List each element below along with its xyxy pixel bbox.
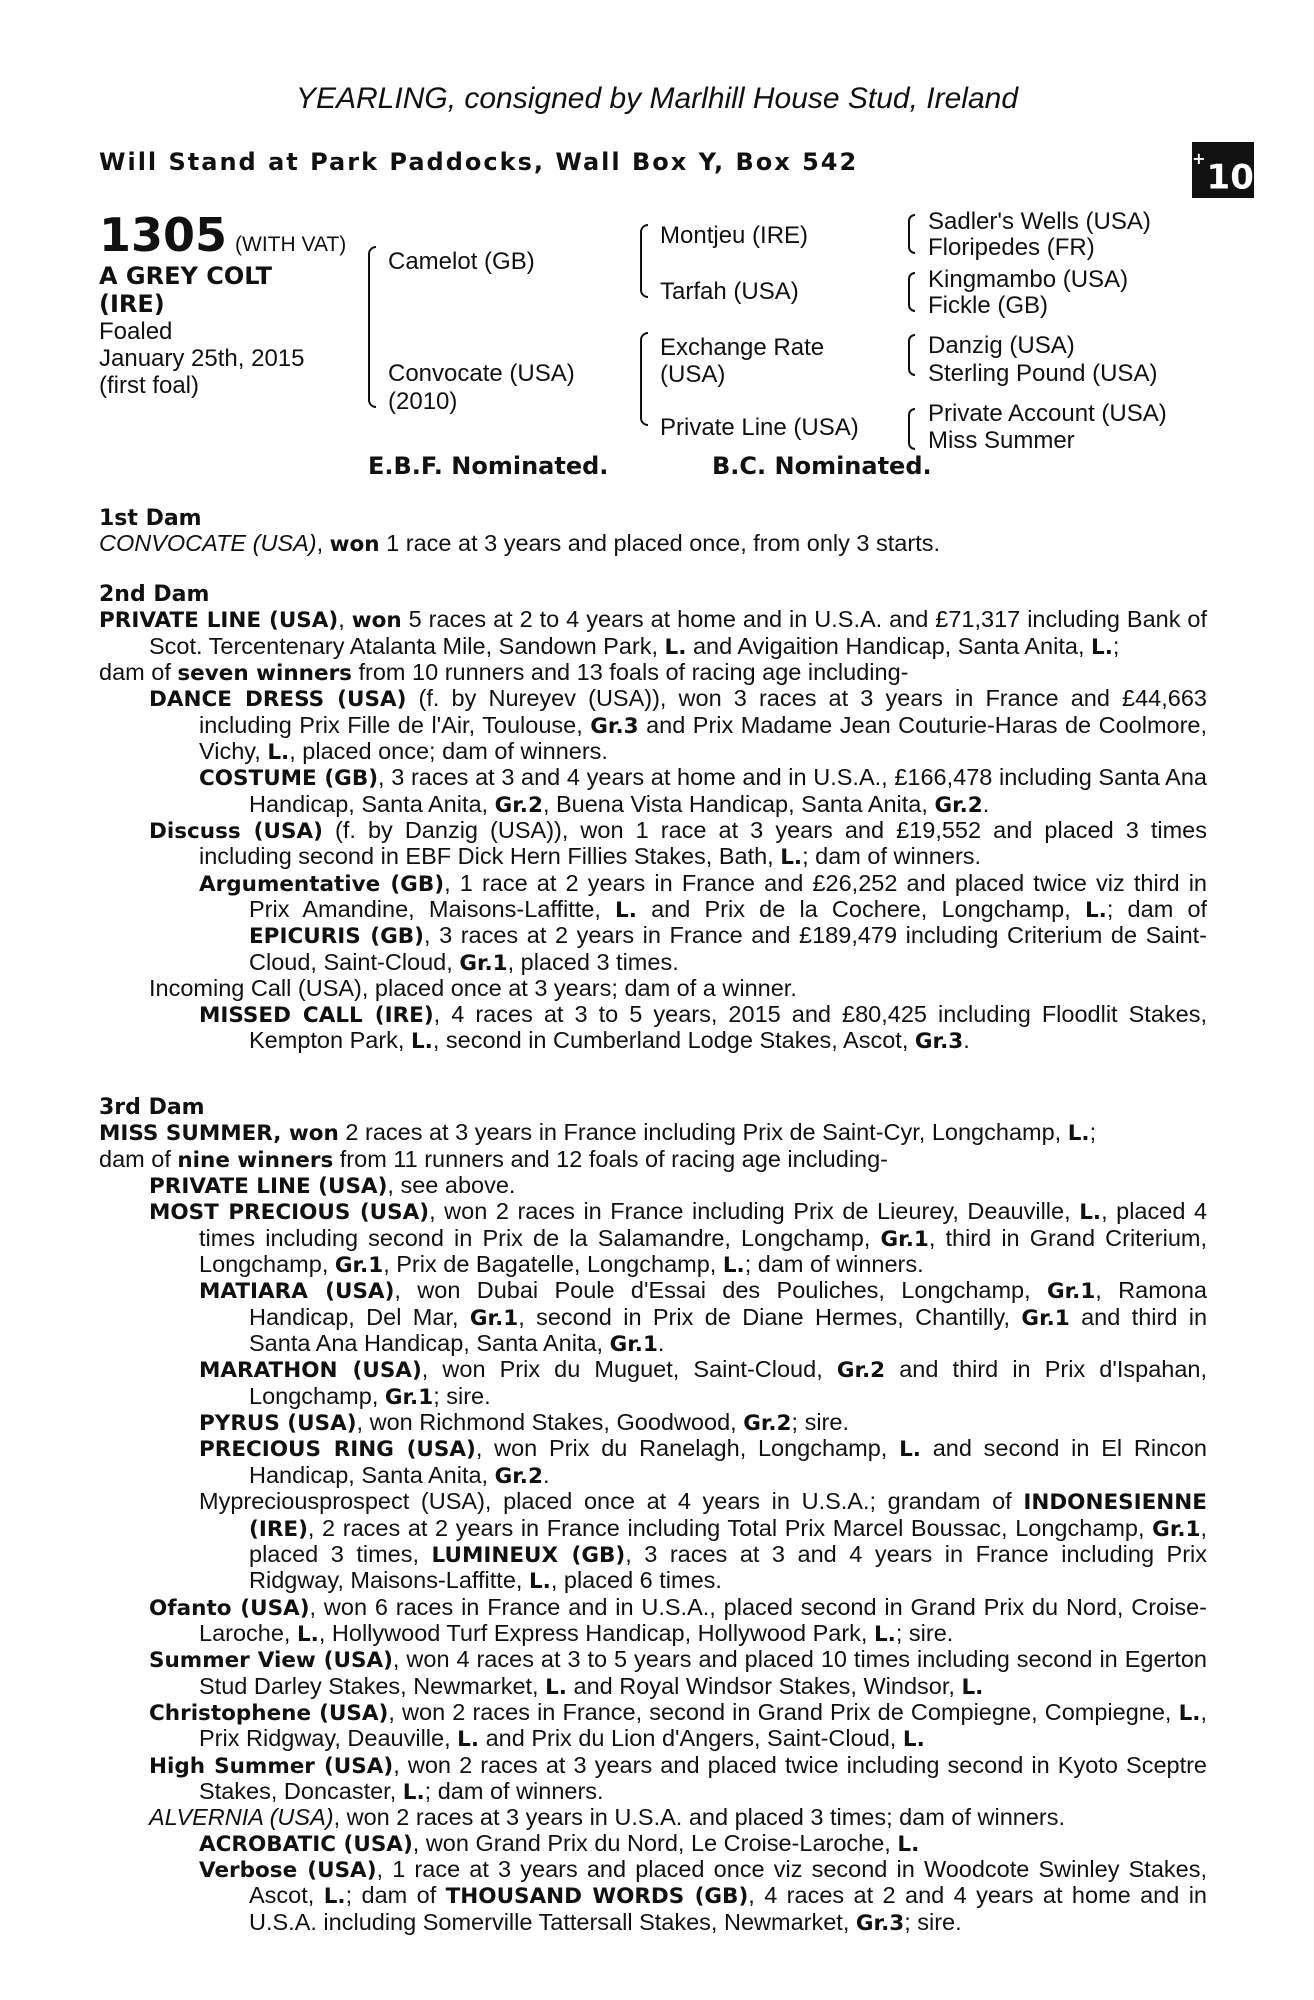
record-text: ; dam of winners. — [744, 1251, 924, 1278]
record-text: from 11 runners and 12 foals of racing age including- — [339, 1145, 889, 1172]
foal-note: (first foal) — [99, 372, 200, 399]
record-text: . — [982, 790, 990, 817]
produce-entry — [99, 1753, 1207, 1806]
record-text: 5 races at 2 to 4 years at home and in U.S.A. and £71,317 including Bank of Scot. Tercentenary Atalanta Mile, Sandown Park, — [149, 606, 1208, 659]
race-grade: L. — [897, 1831, 920, 1857]
stand-location: Will Stand at Park Paddocks, Wall Box Y, Box 542 — [99, 148, 859, 176]
foaled-block — [99, 318, 339, 399]
sire-dam-dam: Fickle (GB) — [928, 292, 1048, 319]
horse-name: MATIARA (USA) — [199, 1279, 395, 1305]
race-grade: Gr.1 — [469, 1305, 519, 1331]
record-text: ; sire. — [791, 1409, 849, 1436]
horse-name: PRECIOUS RING (USA) — [199, 1437, 476, 1463]
race-grade: Gr.1 — [609, 1332, 658, 1358]
first-dam-heading: 1st Dam — [99, 506, 202, 531]
record-text: , won Richmond Stakes, Goodwood, — [356, 1409, 737, 1436]
record-text: ; sire. — [904, 1908, 962, 1935]
lot-number: 1305 — [99, 208, 228, 262]
record-text: from 10 runners and 13 foals of racing age including- — [358, 659, 909, 686]
race-grade: L. — [267, 740, 290, 766]
record-text: and Prix du Lion d'Angers, Saint-Cloud, — [485, 1725, 897, 1752]
record-text: dam of — [99, 1145, 171, 1172]
badge-plus: + — [1192, 149, 1206, 168]
dam-year: (2010) — [388, 388, 458, 415]
race-grade: L. — [902, 1727, 925, 1753]
dam-dam: Private Line (USA) — [660, 414, 859, 441]
race-grade: L. — [457, 1727, 480, 1753]
record-text: 2 races at 3 years in France including Prix de Saint-Cyr, Longchamp, — [345, 1119, 1062, 1146]
race-grade: Gr.1 — [1152, 1516, 1201, 1542]
race-grade: Gr.1 — [334, 1253, 384, 1279]
record-text: , won Prix du Ranelagh, Longchamp, — [475, 1435, 888, 1462]
produce-entry — [99, 1173, 1207, 1199]
race-grade: L. — [528, 1569, 551, 1595]
first-dam-section — [99, 506, 1207, 558]
record-text: ; sire. — [895, 1619, 954, 1646]
produce-entry — [99, 1357, 1207, 1410]
won-label: , won — [273, 1121, 339, 1147]
horse-name: DANCE DRESS (USA) — [149, 687, 407, 713]
record-text: and Prix de la Cochere, Longchamp, — [651, 896, 1071, 923]
record-text: , Ramona Handicap, Del Mar, — [249, 1277, 1207, 1330]
horse-name: Verbose (USA) — [199, 1857, 377, 1883]
record-text: , second in Prix de Diane Hermes, Chantilly, — [518, 1303, 1011, 1330]
first-dam-line: CONVOCATE (USA), won 1 race at 3 years and placed once, from only 3 starts. — [99, 530, 941, 558]
produce-entry — [99, 1700, 1207, 1753]
record-text: dam of — [99, 659, 171, 686]
record-text: , 4 races at 2 and 4 years at home and in U.S.A. including Somerville Tattersall Stakes, Newmarket, — [249, 1882, 1208, 1935]
record-text: (f. by Nureyev (USA)), won 3 races at 3 years in France and £44,663 including Prix Fille de l'Air, Toulouse, — [199, 685, 1207, 738]
race-grade: Gr.2 — [836, 1358, 886, 1384]
horse-name: EPICURIS (GB) — [249, 924, 424, 950]
produce-entry — [99, 1489, 1207, 1594]
race-grade: L. — [780, 845, 803, 871]
horse-name: Argumentative (GB) — [199, 871, 445, 897]
produce-entry — [99, 871, 1207, 976]
record-text: and second in El Rincon Handicap, Santa Anita, — [249, 1435, 1207, 1488]
winners-count: seven winners — [177, 661, 352, 687]
foaled-label: Foaled — [99, 318, 173, 345]
record-text: , won Grand Prix du Nord, Le Croise-Laroche, — [412, 1829, 891, 1856]
record-text: , Hollywood Turf Express Handicap, Hollywood Park, — [318, 1619, 868, 1646]
badge-number: 10 — [1206, 157, 1254, 198]
record-text: . — [657, 1330, 665, 1357]
record-text: , 3 races at 2 years in France and £189,479 including Criterium de Saint-Cloud, Saint-Cloud, — [249, 922, 1207, 975]
horse-name: MOST PRECIOUS (USA) — [149, 1200, 430, 1226]
race-grade: Gr.3 — [914, 1028, 964, 1054]
horse-name: Discuss (USA) — [149, 819, 323, 845]
race-grade: L. — [545, 1674, 567, 1700]
second-dam-produce-summary — [99, 660, 1207, 686]
record-text: , 1 race at 2 years in France and £26,252 and placed twice viz third in Prix Amandine, Maisons-Laffitte, — [249, 869, 1207, 923]
race-grade: L. — [961, 1674, 984, 1700]
produce-entry — [99, 1805, 1207, 1830]
vat-note: (WITH VAT) — [235, 233, 347, 256]
record-text: , won 4 races at 3 to 5 years and placed 10 times including second in Egerton Stud Darley Stakes, Newmarket, — [199, 1646, 1208, 1699]
sire-dam-sire: Kingmambo (USA) — [928, 266, 1129, 293]
record-text: , Prix de Bagatelle, Longchamp, — [383, 1251, 717, 1278]
record-text: , won 2 races at 3 years and placed twice including second in Kyoto Sceptre Stakes, Doncaster, — [199, 1751, 1208, 1804]
record-text: , won 2 races in France, second in Grand Prix de Compiegne, Compiegne, — [388, 1698, 1172, 1725]
race-grade: L. — [873, 1621, 896, 1647]
bc-nominated: B.C. Nominated. — [712, 452, 932, 480]
race-grade: L. — [722, 1253, 745, 1279]
race-grade: Gr.1 — [1046, 1279, 1096, 1305]
horse-name: MISSED CALL (IRE) — [199, 1002, 434, 1028]
produce-entry — [99, 1831, 1207, 1857]
record-text: ; dam of winners. — [424, 1777, 604, 1804]
race-grade: Gr.2 — [934, 792, 983, 818]
race-grade: L. — [615, 898, 637, 924]
horse-name: PYRUS (USA) — [199, 1411, 357, 1437]
third-dam-record — [99, 1120, 1207, 1146]
race-grade: Gr.2 — [743, 1411, 792, 1437]
race-grade: L. — [1178, 1700, 1201, 1726]
horse-name: ACROBATIC (USA) — [199, 1831, 413, 1857]
record-text: and third in Santa Ana Handicap, Santa Anita, — [249, 1303, 1208, 1357]
horse-name: ALVERNIA (USA) — [149, 1804, 334, 1831]
winners-count: nine winners — [177, 1147, 334, 1173]
race-grade: Gr.1 — [1021, 1305, 1070, 1331]
race-grade: Gr.3 — [855, 1910, 905, 1936]
lot-number-row — [99, 208, 346, 262]
ebf-nominated: E.B.F. Nominated. — [368, 452, 609, 480]
record-text: ; sire. — [433, 1382, 491, 1409]
record-text: (f. by Danzig (USA)), won 1 race at 3 years and £19,552 and placed 3 times including second in EBF Dick Hern Fillies Stakes, Bath, — [199, 817, 1207, 870]
produce-entry — [99, 1857, 1207, 1936]
dam-sire: Exchange Rate — [660, 334, 825, 361]
sire-parents-brace — [640, 224, 648, 298]
record-text: , 2 races at 2 years in France including Total Prix Marcel Boussac, Longchamp, — [307, 1514, 1145, 1541]
first-dam-won: won — [329, 532, 380, 558]
record-text: , placed 4 times including second in Prix de la Salamandre, Longchamp, — [199, 1198, 1208, 1251]
produce-entry — [99, 1002, 1207, 1055]
lot-badge — [1192, 142, 1254, 198]
brace-ss — [908, 214, 915, 254]
produce-entry — [99, 818, 1207, 871]
race-grade: L. — [1067, 1121, 1090, 1147]
horse-name: THOUSAND WORDS (GB) — [445, 1884, 749, 1910]
brace-sd — [908, 272, 915, 312]
record-text: ; dam of — [345, 1882, 437, 1909]
race-grade: L. — [410, 1028, 433, 1054]
third-dam-produce-summary — [99, 1147, 1207, 1173]
horse-name: INDONESIENNE (IRE) — [249, 1490, 1207, 1542]
record-text: ; — [1089, 1119, 1097, 1146]
horse-name: MISS SUMMER — [99, 1121, 274, 1147]
record-text: , see above. — [387, 1172, 516, 1199]
record-text: and third in Prix d'Ispahan, Longchamp, — [249, 1356, 1207, 1409]
horse-name: PRIVATE LINE (USA) — [99, 608, 339, 634]
horse-name: Summer View (USA) — [149, 1648, 393, 1674]
race-grade: L. — [323, 1884, 346, 1910]
brace-ds — [908, 334, 915, 376]
horse-name: MARATHON (USA) — [199, 1358, 422, 1384]
race-grade: Gr.1 — [880, 1226, 929, 1252]
record-text: , placed 3 times, — [249, 1514, 1208, 1567]
record-text: and Royal Windsor Stakes, Windsor, — [573, 1672, 955, 1699]
race-grade: L. — [1084, 898, 1107, 924]
record-text: ; dam of — [1106, 896, 1208, 923]
produce-entry — [99, 765, 1207, 818]
record-text: Mypreciousprospect (USA), placed once at 4 years in U.S.A.; grandam of — [199, 1488, 1012, 1515]
race-grade: Gr.3 — [590, 713, 639, 739]
dam-name: Convocate (USA) — [388, 360, 575, 387]
horse-name: LUMINEUX (GB) — [431, 1542, 626, 1568]
lot-description: A GREY COLT (IRE) — [99, 262, 272, 318]
race-grade: L. — [402, 1779, 425, 1805]
first-dam-name: CONVOCATE (USA) — [99, 530, 317, 557]
second-dam-section — [99, 582, 1207, 1054]
record-text: , third in Grand Criterium, Longchamp, — [199, 1224, 1207, 1278]
produce-entry — [99, 1595, 1207, 1648]
record-text: . — [963, 1026, 970, 1053]
record-text: ; — [1112, 632, 1120, 659]
horse-name: COSTUME (GB) — [199, 766, 379, 792]
record-text: , 3 races at 3 and 4 years in France including Prix Ridgway, Maisons-Laffitte, — [249, 1540, 1207, 1594]
record-text: , won 2 races at 3 years in U.S.A. and placed 3 times; dam of winners. — [333, 1804, 1066, 1831]
dam-dam-sire: Private Account (USA) — [928, 400, 1167, 427]
brace-dd — [908, 408, 915, 450]
race-grade: Gr.2 — [494, 792, 543, 818]
dam-dam-dam: Miss Summer — [928, 427, 1075, 454]
record-text: , won Dubai Poule d'Essai des Pouliches, Longchamp, — [394, 1277, 1031, 1304]
horse-name: High Summer (USA) — [149, 1753, 394, 1779]
sire-sire: Montjeu (IRE) — [660, 222, 809, 249]
race-grade: L. — [296, 1621, 319, 1647]
second-dam-heading: 2nd Dam — [99, 582, 210, 607]
horse-name: PRIVATE LINE (USA) — [149, 1174, 388, 1200]
record-text: , Buena Vista Handicap, Santa Anita, — [542, 790, 928, 817]
produce-entry: Incoming Call (USA), placed once at 3 years; dam of a winner. — [149, 975, 797, 1002]
produce-entry — [99, 1436, 1207, 1489]
record-text: and Prix Madame Jean Couturie-Haras de Coolmore, Vichy, — [199, 711, 1208, 765]
race-grade: Gr.1 — [384, 1384, 434, 1410]
race-grade: Gr.1 — [459, 950, 508, 976]
record-text: . — [542, 1461, 550, 1488]
horse-name: Ofanto (USA) — [149, 1595, 310, 1621]
record-text: , 3 races at 3 and 4 years at home and in U.S.A., £166,478 including Santa Ana Handicap, Santa Anita, — [249, 764, 1207, 817]
record-text: , 4 races at 3 to 5 years, 2015 and £80,425 including Floodlit Stakes, Kempton Park, — [249, 1000, 1207, 1053]
record-text: , placed once; dam of winners. — [289, 738, 608, 765]
dam-sire-dam: Sterling Pound (USA) — [928, 360, 1158, 387]
produce-entry — [99, 1278, 1207, 1357]
sale-header: YEARLING, consigned by Marlhill House Stud, Ireland — [295, 82, 1019, 115]
produce-entry — [99, 686, 1207, 765]
third-dam-section — [99, 1095, 1207, 1936]
record-text: , won 2 races in France including Prix de Lieurey, Deauville, — [429, 1198, 1071, 1225]
record-text: , won Prix du Muguet, Saint-Cloud, — [421, 1356, 823, 1383]
dam-sire-sire: Danzig (USA) — [928, 332, 1075, 359]
race-grade: L. — [664, 634, 687, 660]
produce-entry — [99, 1199, 1207, 1278]
produce-entry — [99, 1410, 1207, 1436]
second-dam-record: PRIVATE LINE (USA), won 5 races at 2 to 4 years at home and in U.S.A. and £71,317 including Bank of Scot. Tercentenary Atalanta Mile, Sandown Park, L. and Avigaition Handicap, Santa Anita, L.; — [99, 606, 1208, 660]
race-grade: L. — [1079, 1200, 1102, 1226]
sire-name: Camelot (GB) — [388, 248, 535, 275]
race-grade: L. — [899, 1437, 921, 1463]
record-text: , placed 6 times. — [550, 1567, 722, 1594]
sire-dam: Tarfah (USA) — [660, 278, 799, 305]
sire-sire-sire: Sadler's Wells (USA) — [928, 208, 1151, 235]
produce-entry — [99, 1647, 1207, 1700]
race-grade: Gr.2 — [494, 1463, 543, 1489]
dam-sire-country: (USA) — [660, 361, 726, 388]
foaled-date: January 25th, 2015 — [99, 345, 305, 372]
won-label: won — [351, 608, 402, 634]
race-grade: L. — [1091, 634, 1113, 660]
horse-name: Christophene (USA) — [149, 1700, 389, 1726]
dam-parents-brace — [640, 332, 648, 426]
record-text: , won 6 races in France and in U.S.A., placed second in Grand Prix du Nord, Croise-Laroche, — [199, 1593, 1207, 1646]
sire-sire-dam: Floripedes (FR) — [928, 234, 1095, 261]
record-text: and Avigaition Handicap, Santa Anita, — [692, 632, 1085, 659]
record-text: , second in Cumberland Lodge Stakes, Ascot, — [432, 1026, 909, 1053]
record-text: ; dam of winners. — [802, 843, 982, 870]
record-text: , Prix Ridgway, Deauville, — [199, 1698, 1208, 1752]
first-dam-text: 1 race at 3 years and placed once, from only 3 starts. — [386, 530, 941, 557]
third-dam-heading: 3rd Dam — [99, 1095, 205, 1120]
sire-dam-brace — [368, 246, 376, 408]
record-text: , 1 race at 3 years and placed once viz second in Woodcote Swinley Stakes, Ascot, — [249, 1855, 1207, 1909]
record-text: , placed 3 times. — [507, 948, 679, 975]
